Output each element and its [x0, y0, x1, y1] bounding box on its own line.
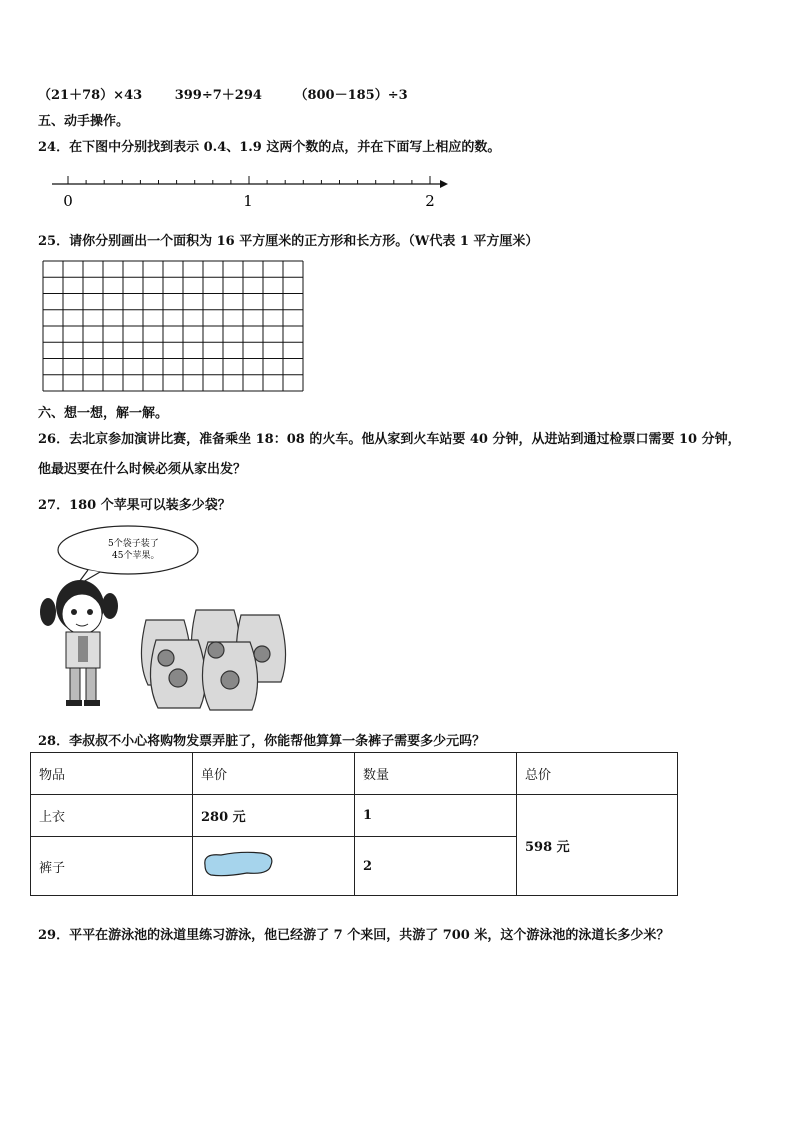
row1-price: 280 元	[193, 795, 355, 837]
girl-with-apple-bags-illustration	[36, 520, 296, 720]
header-item: 物品	[31, 753, 193, 795]
row2-item: 裤子	[31, 837, 193, 896]
invoice-table	[30, 752, 678, 896]
apple-bags	[141, 610, 285, 710]
question-25: 25．请你分别画出一个面积为 16 平方厘米的正方形和长方形。（W代表 1 平方厘米）	[38, 234, 539, 249]
question-24: 24．在下图中分别找到表示 0.4、1.9 这两个数的点，并在下面写上相应的数。	[38, 140, 501, 155]
header-quantity: 数量	[355, 753, 517, 795]
number-line-label-0: 0	[63, 192, 73, 210]
row1-item: 上衣	[31, 795, 193, 837]
expression-3: （800－185）÷3	[294, 88, 408, 103]
expressions-row	[38, 84, 430, 103]
section-6-heading: 六、想一想，解一解。	[38, 406, 169, 421]
expression-2: 399÷7＋294	[174, 88, 262, 103]
row2-price-smudge	[193, 837, 355, 896]
speech-bubble	[58, 526, 198, 574]
header-total: 总价	[517, 753, 678, 795]
number-line-label-1: 1	[243, 192, 253, 210]
row1-qty: 1	[355, 795, 517, 837]
number-line-label-2: 2	[425, 192, 435, 210]
total-cell: 598 元	[517, 795, 678, 896]
number-line	[52, 170, 452, 210]
table-header-row	[31, 753, 678, 795]
table-row	[31, 795, 678, 837]
question-26-line-2: 他最迟要在什么时候必须从家出发？	[38, 462, 247, 477]
section-5-heading: 五、动手操作。	[38, 114, 130, 129]
girl-figure	[40, 580, 118, 706]
ink-smudge-icon	[201, 849, 275, 879]
question-27: 27．180 个苹果可以装多少袋？	[38, 498, 231, 513]
row2-qty: 2	[355, 837, 517, 896]
square-grid[interactable]	[42, 260, 304, 392]
header-unit-price: 单价	[193, 753, 355, 795]
expression-1: （21＋78）×43	[38, 88, 143, 103]
speech-line-2: 45个苹果。	[112, 551, 160, 561]
question-29: 29．平平在游泳池的泳道里练习游泳，他已经游了 7 个来回，共游了 700 米，这个游泳池的泳道长多少米？	[38, 928, 670, 943]
speech-line-1: 5个袋子装了	[108, 539, 159, 549]
question-26-line-1: 26．去北京参加演讲比赛，准备乘坐 18：08 的火车。他从家到火车站要 40 分钟，从进站到通过检票口需要 10 分钟，	[38, 432, 741, 447]
question-28: 28．李叔叔不小心将购物发票弄脏了，你能帮他算算一条裤子需要多少元吗？	[38, 734, 486, 749]
